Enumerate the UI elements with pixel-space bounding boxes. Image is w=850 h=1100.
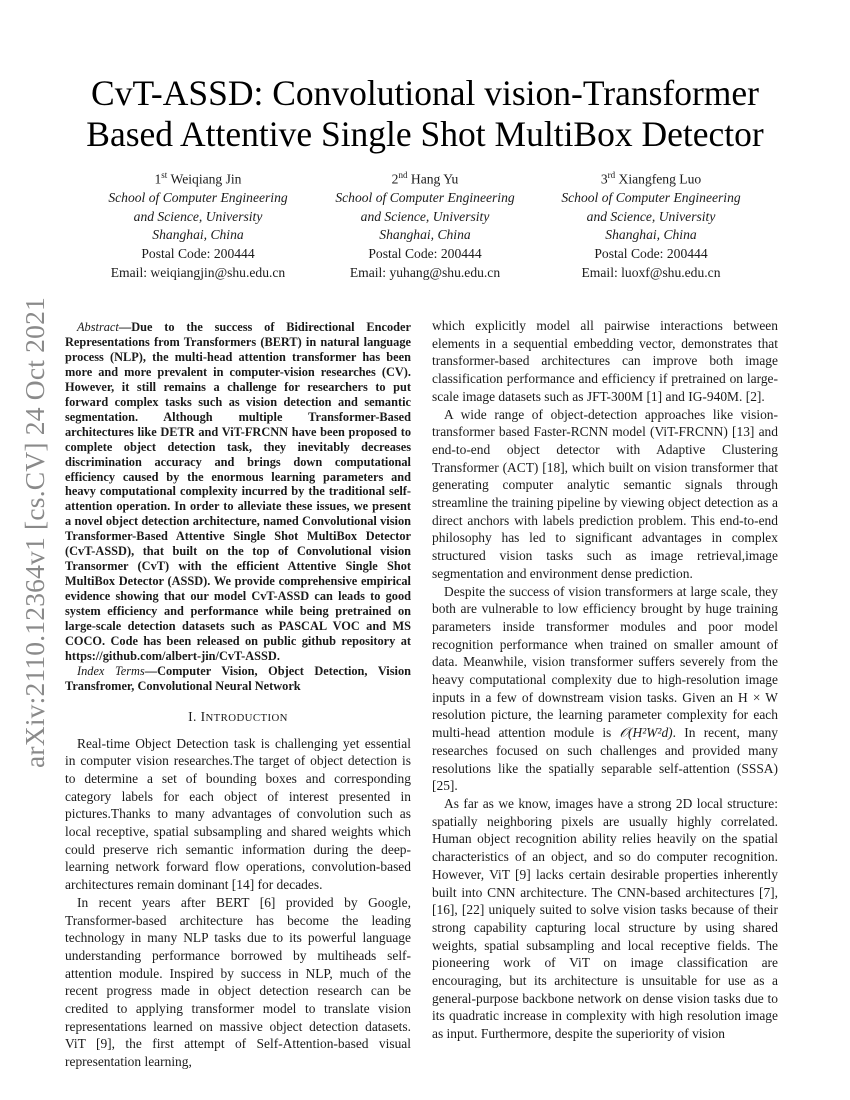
author-postal-code: Postal Code: 200444 [141,245,255,261]
section-heading-introduction: I. INTRODUCTION [188,708,288,724]
author-affiliation: and Science, University [133,208,263,224]
author-block-3 [526,166,776,282]
body-paragraph: In recent years after BERT [6] provided by Google, Transformer-based architecture has become the leading technology in many NLP tasks due to its powerful language understanding performance borrowed by multiheads self-attention module. Inspired by success in NLP, much of the recent progress made in object detection research can be credited to applying transformer model to translate vision representations learned on massive object detection datasets. ViT [9], the first attempt of Self-Attention-based visual representation learning, [65,894,411,1070]
author-email: Email: yuhang@shu.edu.cn [349,264,501,280]
author-affiliation: and Science, University [360,208,490,224]
author-name: 3rd Xiangfeng Luo [600,170,702,187]
author-name: 2nd Hang Yu [391,170,459,187]
abstract [65,320,411,664]
author-city: Shanghai, China [605,227,697,243]
author-name: 1st Weiqiang Jin [154,170,242,187]
complexity-formula: 𝒪(H²W²d) [619,725,673,741]
author-block-2 [300,166,550,282]
author-postal-code: Postal Code: 200444 [368,245,482,261]
abstract-text: —Due to the success of Bidirectional Encoder Representations from Transformers (BERT) in natural language process (NLP), the multi-head attention transformer has been more and more prevalent in computer-vision researches (CV). However, it still remains a challenge for researchers to put forward complex tasks such as vision detection and semantic segmentation. Although multiple Transformer-Based architectures like DETR and ViT-FRCNN have been proposed to complete object detection task, they inevitably decreases discrimination accuracy and brings down computational efficiency caused by the enormous learning parameters and heavy computational complexity incurred by the traditional self-attention operation. In order to alleviate these issues, we present a novel object detection architecture, named Convolutional vision Transformer-Based Attentive Single Shot MultiBox Detector (CvT-ASSD), that built on the top of Convolutional vision Transormer (CvT) with the efficient Attentive Single Shot MultiBox Detector (ASSD). We provide comprehensive empirical evidence showing that our model CvT-ASSD can leads to good system efficiency and performance while being pretrained on large-scale detection datasets such as PASCAL VOC and MS COCO. Code has been released on public github repository at https://github.com/albert-jin/CvT-ASSD. [65,320,411,663]
body-paragraph: Despite the success of vision transformers at large scale, they both are vulnerable to low efficiency brought by huge training parameters inside transformer modules and poor model recognition performance when trained on smaller amount of data. Meanwhile, vision transformer suffers severely from the heavy computational complexity due to high-resolution image inputs in a few of downstream vision tasks. Given an H × W resolution picture, the learning parameter complexity for each multi-head attention module is 𝒪(H²W²d). In recent, many researches focused on such challenges and provided many resolutions like the spatially separable self-attention (SSSA) [25]. [432,583,779,794]
author-city: Shanghai, China [379,227,471,243]
author-affiliation: School of Computer Engineering [335,190,515,206]
body-paragraph: As far as we know, images have a strong 2D local structure: spatially neighboring pixels are usually highly correlated. Human object recognition ability relies heavily on the spatial characteristics of an object, and so do computer recognition. However, ViT [9] lacks certain desirable properties inherently built into CNN architecture. The CNN-based architectures [7], [16], [22] uniquely suited to solve vision tasks because of their strong capability capturing local structure by using shared weights, spatial subsampling and local receptive fields. The pioneering work of ViT on image classification are encouraging, but its architecture is unsuitable for use as a general-purpose backbone network on dense vision tasks due to its quadratic increase in complexity with high resolution image as input. Furthermore, despite the superiority of vision [432,795,778,1042]
author-block-1 [73,166,323,282]
abstract-label: Abstract [77,320,119,334]
right-column [432,317,778,1043]
paper-title-line-1: CvT-ASSD: Convolutional vision-Transformer [91,73,759,113]
left-column [65,320,411,1071]
arxiv-identifier: arXiv:2110.12364v1 [cs.CV] 24 Oct 2021 [19,297,50,768]
author-postal-code: Postal Code: 200444 [594,245,708,261]
paper-title-line-2: Based Attentive Single Shot MultiBox Detector [86,114,764,154]
author-email: Email: weiqiangjin@shu.edu.cn [110,264,286,280]
author-city: Shanghai, China [152,227,244,243]
author-affiliation: and Science, University [586,208,716,224]
author-affiliation: School of Computer Engineering [561,190,741,206]
index-terms [65,664,411,694]
index-terms-text: —Computer Vision, Object Detection, Vision Transfromer, Convolutional Neural Network [65,663,411,693]
author-affiliation: School of Computer Engineering [108,190,288,206]
body-paragraph: A wide range of object-detection approaches like vision-transformer based Faster-RCNN model (ViT-FRCNN) [13] and end-to-end object detector with Adaptive Clustering Transformer (ACT) [18], which built on vision transformer that generating computer analytic semantic signals through streamline the training pipeline by viewing object detection as a direct anchors with labels prediction problem. This end-to-end philosophy has led to significant advantages in complex structured vision tasks such as image retrieval,image segmentation and environment dense prediction. [432,406,778,581]
body-paragraph: Real-time Object Detection task is challenging yet essential in computer vision researches.The target of object detection is to determine a set of bounding boxes and corresponding category labels for each object of interest presented in pictures.Thanks to many advantages of convolution such as local receptive, spatial subsampling and shared weights which could preserve rich semantic information during the deep-learning network forward flow operations, convolution-based architectures remain dominant [14] for decades. [65,735,411,893]
body-paragraph: which explicitly model all pairwise interactions between elements in a sequential embedding vector, demonstrates that transformer-based architectures can improve both image classification performance and efficiency if pretrained on large-scale image datasets such as JFT-300M [1] and IG-940M. [2]. [432,318,778,404]
author-email: Email: luoxf@shu.edu.cn [581,264,721,280]
index-terms-label: Index Terms [77,663,145,678]
